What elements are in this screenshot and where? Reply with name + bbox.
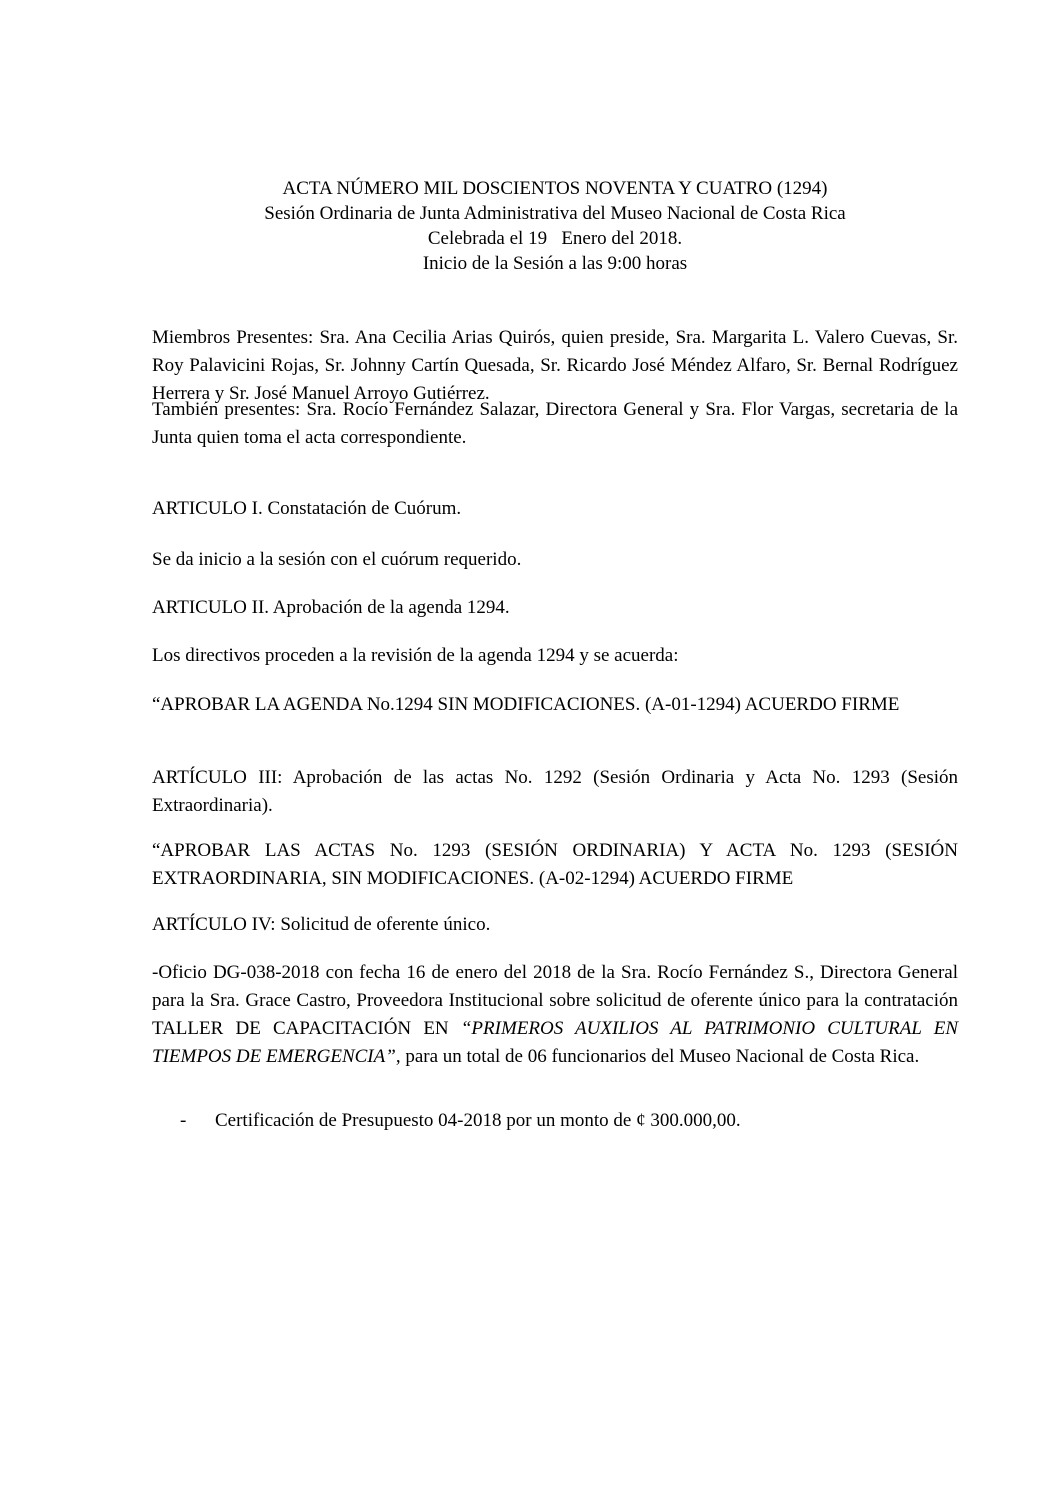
article-1-heading: ARTICULO I. Constatación de Cuórum. <box>152 498 462 519</box>
office-text-end: , para un total de 06 funcionarios del Museo Nacional de Costa Rica. <box>395 1046 920 1067</box>
budget-certification-text: Certificación de Presupuesto 04-2018 por un monto de ¢ 300.000,00. <box>215 1110 741 1131</box>
agreement-a-02-1294: “APROBAR LAS ACTAS No. 1293 (SESIÓN ORDINARIA) Y ACTA No. 1293 (SESIÓN EXTRAORDINARIA, SIN MODIFICACIONES. (A-02-1294) ACUERDO FIRME <box>152 840 958 889</box>
act-title: ACTA NÚMERO MIL DOSCIENTOS NOVENTA Y CUATRO (1294) <box>282 178 828 199</box>
office-text-start: -Oficio DG-038-2018 con fecha 16 de enero del 2018 de la Sra. Rocío Fernández S., Directora General para la Sra. Grace Castro, Proveedora Institucional sobre solicitud de oferente único para la contratación TALLER DE CAPACITACIÓN EN <box>152 962 958 1039</box>
session-start-time: Inicio de la Sesión a las 9:00 horas <box>422 253 688 274</box>
article-1-text: Se da inicio a la sesión con el cuórum requerido. <box>152 549 522 570</box>
session-title: Sesión Ordinaria de Junta Administrativa del Museo Nacional de Costa Rica <box>264 203 846 224</box>
members-present-paragraph: Miembros Presentes: Sra. Ana Cecilia Arias Quirós, quien preside, Sra. Margarita L. Valero Cuevas, Sr. Roy Palavicini Rojas, Sr. Johnny Cartín Quesada, Sr. Ricardo José Méndez Alfaro, Sr. Bernal Rodríguez Herrera y Sr. José Manuel Arroyo Gutiérrez. <box>152 327 958 404</box>
article-4-heading: ARTÍCULO IV: Solicitud de oferente único. <box>152 914 491 935</box>
article-2-heading: ARTICULO II. Aprobación de la agenda 1294. <box>152 597 510 618</box>
bullet-dash: - <box>180 1110 187 1131</box>
session-date: Celebrada el 19 Enero del 2018. <box>427 228 683 249</box>
agreement-a-01-1294: “APROBAR LA AGENDA No.1294 SIN MODIFICACIONES. (A-01-1294) ACUERDO FIRME <box>152 694 900 715</box>
office-dg-038-2018-paragraph <box>152 959 958 1071</box>
article-2-text: Los directivos proceden a la revisión de la agenda 1294 y se acuerda: <box>152 645 679 666</box>
office-training-title: “PRIMEROS AUXILIOS AL PATRIMONIO CULTURAL EN TIEMPOS DE EMERGENCIA” <box>152 1018 959 1067</box>
document-header <box>152 176 958 276</box>
also-present-paragraph: También presentes: Sra. Rocío Fernández Salazar, Directora General y Sra. Flor Vargas, secretaria de la Junta quien toma el acta correspondiente. <box>152 399 958 448</box>
article-3-heading: ARTÍCULO III: Aprobación de las actas No. 1292 (Sesión Ordinaria y Acta No. 1293 (Sesión Extraordinaria). <box>152 767 958 816</box>
